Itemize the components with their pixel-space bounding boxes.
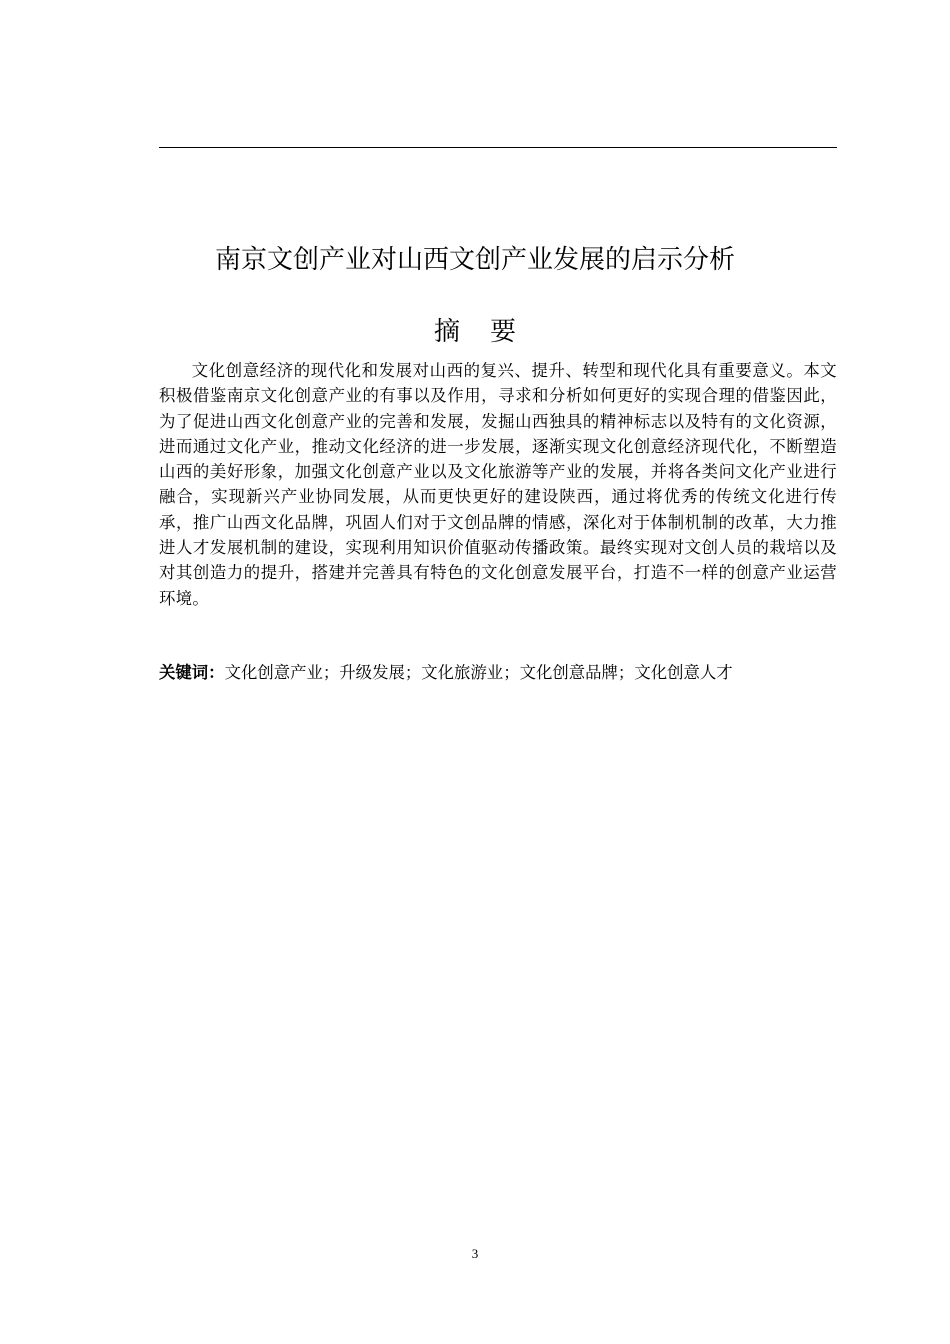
- keywords-line: [159, 660, 859, 685]
- page-number: 3: [471, 1246, 479, 1261]
- abstract-heading: 摘要: [433, 317, 546, 347]
- keywords-label: 关键词：: [159, 663, 225, 682]
- document-title: 南京文创产业对山西文创产业发展的启示分析: [214, 245, 735, 275]
- abstract-body: 文化创意经济的现代化和发展对山西的复兴、提升、转型和现代化具有重要意义。本文积极借鉴南京文化创意产业的有事以及作用，寻求和分析如何更好的实现合理的借鉴因此，为了促进山西文化创意产业的完善和发展，发掘山西独具的精神标志以及特有的文化资源，进而通过文化产业，推动文化经济的进一步发展，逐渐实现文化创意经济现代化，不断塑造山西的美好形象，加强文化创意产业以及文化旅游等产业的发展，并将各类问文化产业进行融合，实现新兴产业协同发展，从而更快更好的建设陕西，通过将优秀的传统文化进行传承，推广山西文化品牌，巩固人们对于文创品牌的情感，深化对于体制机制的改革，大力推进人才发展机制的建设，实现利用知识价值驱动传播政策。最终实现对文创人员的栽培以及对其创造力的提升，搭建并完善具有特色的文化创意发展平台，打造不一样的创意产业运营环境。: [159, 361, 837, 608]
- keywords-text: 文化创意产业；升级发展；文化旅游业；文化创意品牌；文化创意人才: [224, 663, 733, 682]
- header-rule: [159, 147, 837, 148]
